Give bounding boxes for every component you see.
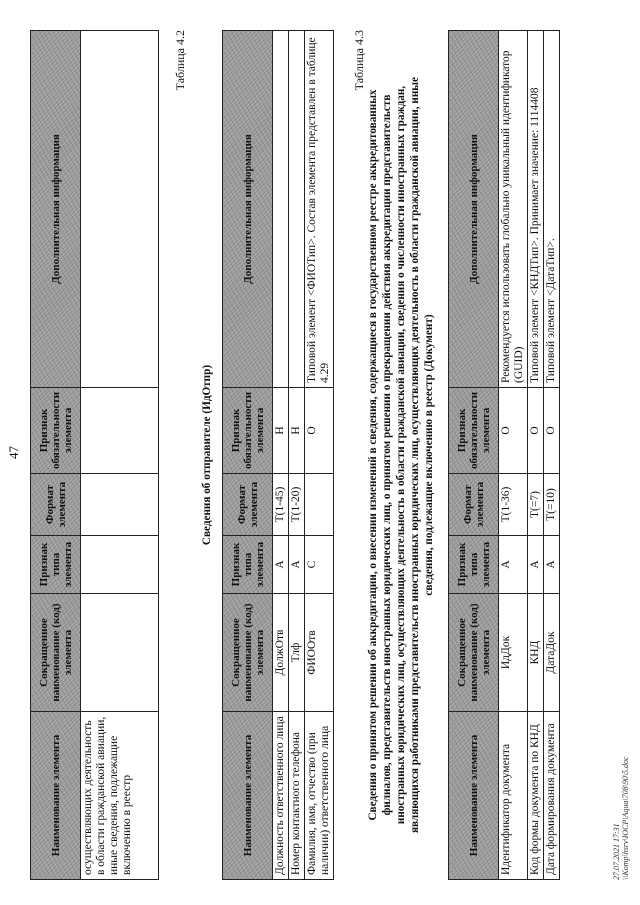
table-row — [544, 31, 560, 880]
table-header-row — [223, 31, 273, 880]
header-cell: Сокращенное наименование (код) элемента — [31, 594, 81, 712]
table-cell: О — [544, 387, 560, 473]
table-header-row — [31, 31, 81, 880]
table-header-row — [449, 31, 499, 880]
header-cell: Наименование элемента — [31, 712, 81, 880]
table-cell: А — [499, 536, 528, 594]
header-cell: Дополнительная информация — [31, 31, 81, 388]
table-cell: О — [305, 387, 334, 473]
table-caption: Таблица 4.2 — [173, 30, 187, 91]
table-row — [499, 31, 528, 880]
table-cell — [81, 536, 159, 594]
table-cell: ИдДок — [499, 594, 528, 712]
table-cell: С — [305, 536, 334, 594]
header-cell: Формат элемента — [31, 474, 81, 536]
table-cell: Должность ответственного лица — [273, 712, 289, 880]
table-cell: Фамилия, имя, отчество (при наличии) ответственного лица — [305, 712, 334, 880]
header-cell: Сокращенное наименование (код) элемента — [449, 594, 499, 712]
table-cell: Т(=7) — [528, 474, 544, 536]
table-cell — [273, 31, 289, 388]
table-cell: А — [544, 536, 560, 594]
table-cell: ДолжОтв — [273, 594, 289, 712]
table-cell: КНД — [528, 594, 544, 712]
table-cell: Рекомендуется использовать глобально уникальный идентификатор (GUID) — [499, 31, 528, 388]
table-row — [273, 31, 289, 880]
table-cell: Н — [289, 387, 305, 473]
header-cell: Формат элемента — [223, 474, 273, 536]
table-cell: Н — [273, 387, 289, 473]
table-cell: Т(1-36) — [499, 474, 528, 536]
table-cell — [81, 594, 159, 712]
table-cell: Тлф — [289, 594, 305, 712]
footer-file-path: \\Komp\hsrv\ЮСР\Aqua\708\90\5.doc — [621, 756, 630, 880]
table-caption: Таблица 4.3 — [352, 30, 366, 91]
header-cell: Наименование элемента — [449, 712, 499, 880]
table-cell — [81, 31, 159, 388]
table-row — [528, 31, 544, 880]
sender-table — [222, 30, 334, 880]
table-cell: ДатаДок — [544, 594, 560, 712]
footer-timestamp: 27.07.2021 17:31 — [612, 823, 621, 880]
table-cell: Код формы документа по КНД — [528, 712, 544, 880]
header-cell: Признак типа элемента — [449, 536, 499, 594]
table-cell: А — [528, 536, 544, 594]
table-cell: ФИООтв — [305, 594, 334, 712]
table-cell: Типовой элемент <КНДТип>. Принимает значение: 1114408 — [528, 31, 544, 388]
table-cell: О — [528, 387, 544, 473]
header-cell: Сокращенное наименование (код) элемента — [223, 594, 273, 712]
header-cell: Дополнительная информация — [223, 31, 273, 388]
table-cell: Дата формирования документа — [544, 712, 560, 880]
table-cell: О — [499, 387, 528, 473]
table-cell: А — [273, 536, 289, 594]
table-cell: А — [289, 536, 305, 594]
table-cell: Т(=10) — [544, 474, 560, 536]
header-cell: Признак типа элемента — [223, 536, 273, 594]
table-cell: Т(1-45) — [273, 474, 289, 536]
table-cell — [81, 387, 159, 473]
table-cell: осуществляющих деятельность в области гражданской авиации, иные сведения, подлежащие включению в реестр — [81, 712, 159, 880]
table-title: Сведения об отправителе (ИдОтпр) — [201, 364, 213, 546]
header-cell: Дополнительная информация — [449, 31, 499, 388]
header-cell: Признак обязательности элемента — [31, 387, 81, 473]
header-cell: Признак обязательности элемента — [223, 387, 273, 473]
table-cell: Т(1-20) — [289, 474, 305, 536]
table-title: Сведения о принятом решении об аккредитации, о внесении изменений в сведения, содержащиеся в государственном реестре аккредитованных филиалов, представительств иностранных юридических лиц, о принятом решении о прекращении действия аккредитации представительств иностранных юридических лиц, осуществляющих деятельность в области гражданской авиации, сведения о численности иностранных граждан, являющихся работниками представительств иностранных юридических лиц, осуществляющих деятельность в области гражданской авиации, иные сведения, подлежащие включению в реестр (Документ) — [367, 77, 435, 834]
table-row — [305, 31, 334, 880]
header-cell: Наименование элемента — [223, 712, 273, 880]
header-cell: Признак типа элемента — [31, 536, 81, 594]
table-row — [289, 31, 305, 880]
table-cell: Идентификатор документа — [499, 712, 528, 880]
table-cell: Типовой элемент <ФИОТип>. Состав элемента представлен в таблице 4.29 — [305, 31, 334, 388]
header-cell: Формат элемента — [449, 474, 499, 536]
page-number: 47 — [6, 446, 21, 459]
table-cell — [81, 474, 159, 536]
table-cell — [289, 31, 305, 388]
table-row — [81, 31, 159, 880]
table-continuation — [30, 30, 159, 880]
table-cell — [305, 474, 334, 536]
table-cell: Типовой элемент <ДатаТип>. — [544, 31, 560, 388]
table-cell: Номер контактного телефона — [289, 712, 305, 880]
header-cell: Признак обязательности элемента — [449, 387, 499, 473]
document-table — [448, 30, 560, 880]
